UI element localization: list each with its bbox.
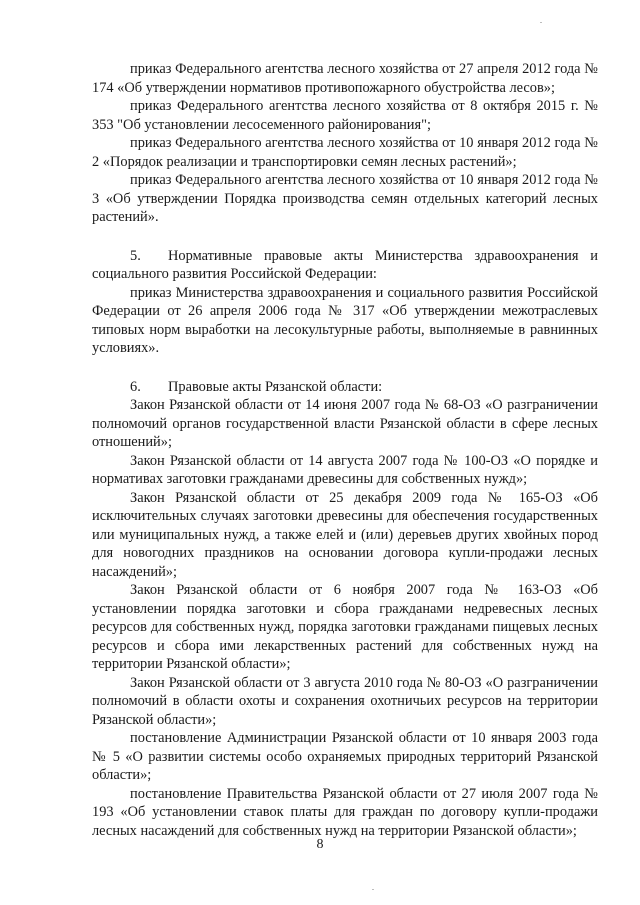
scan-speck [540, 22, 542, 23]
section-gap [92, 227, 598, 247]
paragraph-order-2: приказ Федерального агентства лесного хозяйства от 10 января 2012 года № 2 «Порядок реализации и транспортировки семян лесных растений»; [92, 135, 598, 170]
document-body [92, 60, 598, 840]
section-heading-5 [92, 247, 598, 284]
section-title-5: Нормативные правовые акты Министерства здравоохранения и социального развития Российской Федерации: [92, 247, 598, 282]
section-gap [92, 358, 598, 378]
section-number-6: 6. [130, 378, 141, 395]
paragraph-resolution-193: постановление Правительства Рязанской области от 27 июля 2007 года № 193 «Об установлении ставок платы для граждан по договору купли-продажи лесных насаждений для собственных нужд на территории Рязанской области»; [92, 785, 598, 839]
section-heading-6 [92, 378, 598, 397]
paragraph-law-163: Закон Рязанской области от 6 ноября 2007 года № 163-ОЗ «Об установлении порядка заготовки и сбора гражданами недревесных лесных ресурсов для собственных нужд, порядка заготовки гражданами пищевых лесных ресурсов и сбора ими лекарственных растений для собственных нужд на территории Рязанской области»; [92, 582, 598, 672]
paragraph-law-165: Закон Рязанской области от 25 декабря 2009 года № 165-ОЗ «Об исключительных случаях заготовки древесины для обеспечения государственных или муниципальных нужд, а также елей и (или) деревьев других хвойных пород для новогодних праздников на основании договора купли-продажи лесных насаждений»; [92, 489, 598, 580]
paragraph-order-317: приказ Министерства здравоохранения и социального развития Российской Федерации от 26 апреля 2006 года № 317 «Об утверждении межотраслевых типовых норм выработки на лесокультурные работы, выполняемые в равнинных условиях». [92, 284, 598, 356]
section-number-5: 5. [130, 247, 141, 264]
paragraph-order-174: приказ Федерального агентства лесного хозяйства от 27 апреля 2012 года № 174 «Об утверждении нормативов противопожарного обустройства лесов»; [92, 61, 598, 96]
paragraph-order-3: приказ Федерального агентства лесного хозяйства от 10 января 2012 года № 3 «Об утверждении Порядка производства семян отдельных категорий лесных растений». [92, 172, 598, 225]
page-number: 8 [316, 837, 324, 852]
paragraph-law-100: Закон Рязанской области от 14 августа 2007 года № 100-ОЗ «О порядке и нормативах заготовки гражданами древесины для собственных нужд»; [92, 452, 598, 487]
paragraph-law-68: Закон Рязанской области от 14 июня 2007 года № 68-ОЗ «О разграничении полномочий органов государственной власти Рязанской области в сфере лесных отношений»; [92, 397, 598, 450]
scan-speck [372, 889, 374, 890]
paragraph-order-353: приказ Федерального агентства лесного хозяйства от 8 октября 2015 г. № 353 "Об установлении лесосеменного районирования"; [92, 98, 598, 133]
paragraph-resolution-5: постановление Администрации Рязанской области от 10 января 2003 года № 5 «О развитии системы особо охраняемых природных территорий Рязанской области»; [92, 730, 598, 783]
section-title-6: Правовые акты Рязанской области: [168, 378, 383, 395]
paragraph-law-80: Закон Рязанской области от 3 августа 2010 года № 80-ОЗ «О разграничении полномочий в области охоты и сохранения охотничьих ресурсов на территории Рязанской области»; [92, 674, 598, 728]
